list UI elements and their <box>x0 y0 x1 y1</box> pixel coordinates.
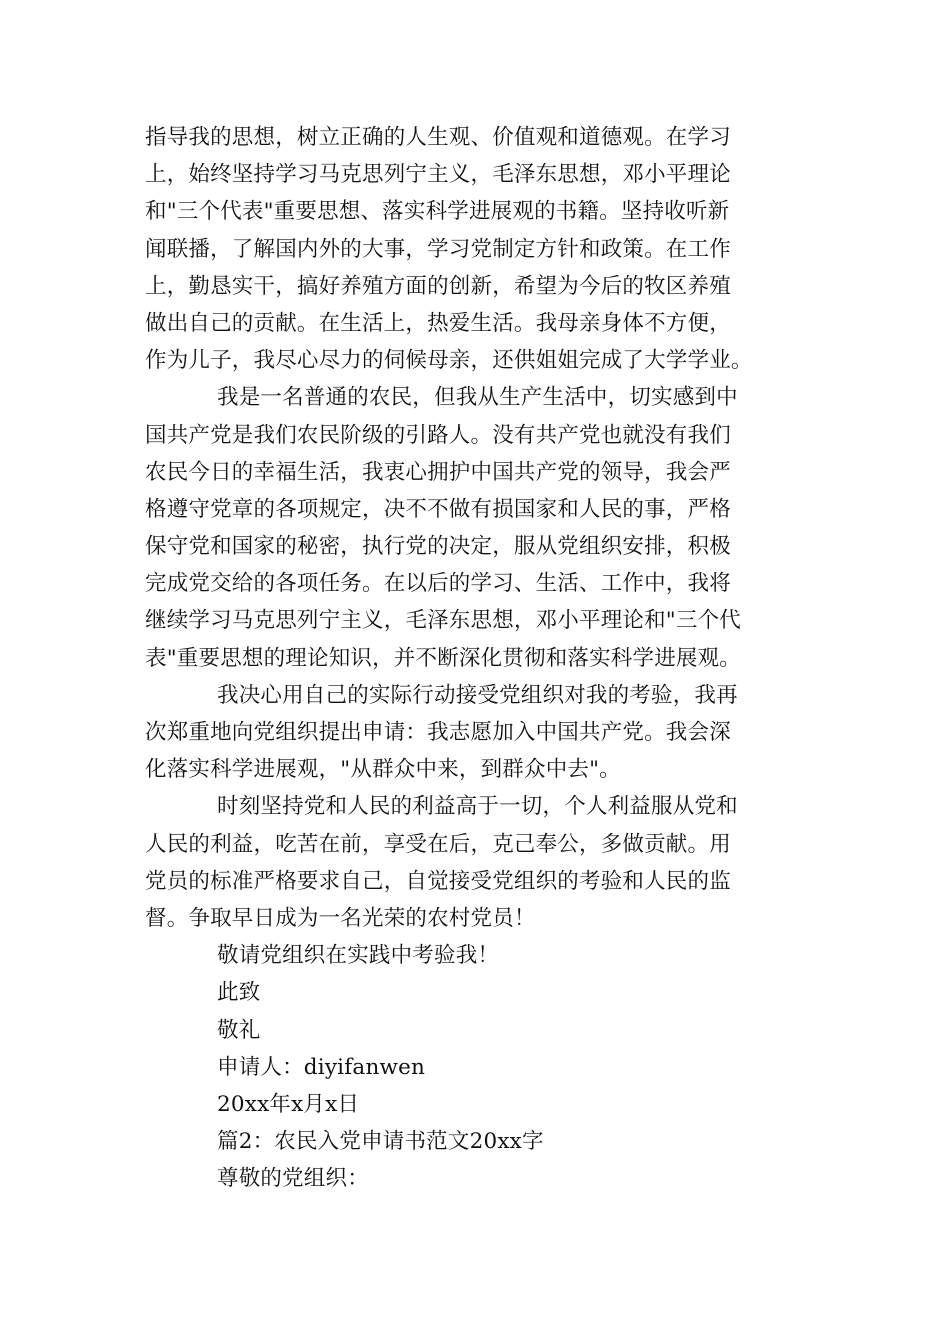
text-line: 继续学习马克思列宁主义，毛泽东思想，邓小平理论和"三个代 <box>145 608 741 634</box>
salutation-line: 敬礼 <box>217 1017 261 1043</box>
applicant-line: 申请人：diyifanwen <box>217 1054 426 1080</box>
greeting-line: 尊敬的党组织： <box>217 1166 369 1192</box>
text-line: 做出自己的贡献。在生活上，热爱生活。我母亲身体不方便， <box>145 310 731 336</box>
paragraph-start-line: 我是一名普通的农民，但我从生产生活中，切实感到中 <box>217 385 738 411</box>
text-line: 次郑重地向党组织提出申请：我志愿加入中国共产党。我会深 <box>145 720 731 745</box>
text-line: 表"重要思想的理论知识，并不断深化贯彻和落实科学进展观。 <box>145 645 741 671</box>
text-line: 作为儿子，我尽心尽力的伺候母亲，还供姐姐完成了大学学业。 <box>145 348 753 374</box>
paragraph-start-line: 时刻坚持党和人民的利益高于一切，个人利益服从党和 <box>217 794 738 820</box>
text-line: 保守党和国家的秘密，执行党的决定，服从党组织安排，积极 <box>145 534 731 560</box>
section-heading: 篇2：农民入党申请书范文20xx字 <box>217 1129 544 1155</box>
text-line: 指导我的思想，树立正确的人生观、价值观和道德观。在学习 <box>145 125 731 150</box>
paragraph-start-line: 我决心用自己的实际行动接受党组织对我的考验，我再 <box>217 682 738 708</box>
text-line: 农民今日的幸福生活，我衷心拥护中国共产党的领导，我会严 <box>145 459 731 485</box>
text-line: 完成党交给的各项任务。在以后的学习、生活、工作中，我将 <box>145 571 731 597</box>
text-line: 督。争取早日成为一名光荣的农村党员！ <box>145 905 536 931</box>
text-line: 和"三个代表"重要思想、落实科学进展观的书籍。坚持收听新 <box>145 199 730 225</box>
text-line: 格遵守党章的各项规定，决不不做有损国家和人民的事，严格 <box>145 496 731 522</box>
text-line: 人民的利益，吃苦在前，享受在后，克己奉公，多做贡献。用 <box>145 831 731 857</box>
text-line: 上，勤恳实干，搞好养殖方面的创新，希望为今后的牧区养殖 <box>145 273 731 299</box>
text-line: 化落实科学进展观，"从群众中来，到群众中去"。 <box>145 757 621 783</box>
text-line: 国共产党是我们农民阶级的引路人。没有共产党也就没有我们 <box>145 422 731 448</box>
date-line: 20xx年x月x日 <box>217 1091 360 1117</box>
document-body <box>145 119 810 1197</box>
text-line: 党员的标准严格要求自己，自觉接受党组织的考验和人民的监 <box>145 868 731 894</box>
salutation-line: 此致 <box>217 980 261 1006</box>
text-line: 闻联播，了解国内外的大事，学习党制定方针和政策。在工作 <box>145 236 731 262</box>
closing-line: 敬请党组织在实践中考验我！ <box>217 943 500 969</box>
text-line: 上，始终坚持学习马克思列宁主义，毛泽东思想，邓小平理论 <box>145 162 731 188</box>
